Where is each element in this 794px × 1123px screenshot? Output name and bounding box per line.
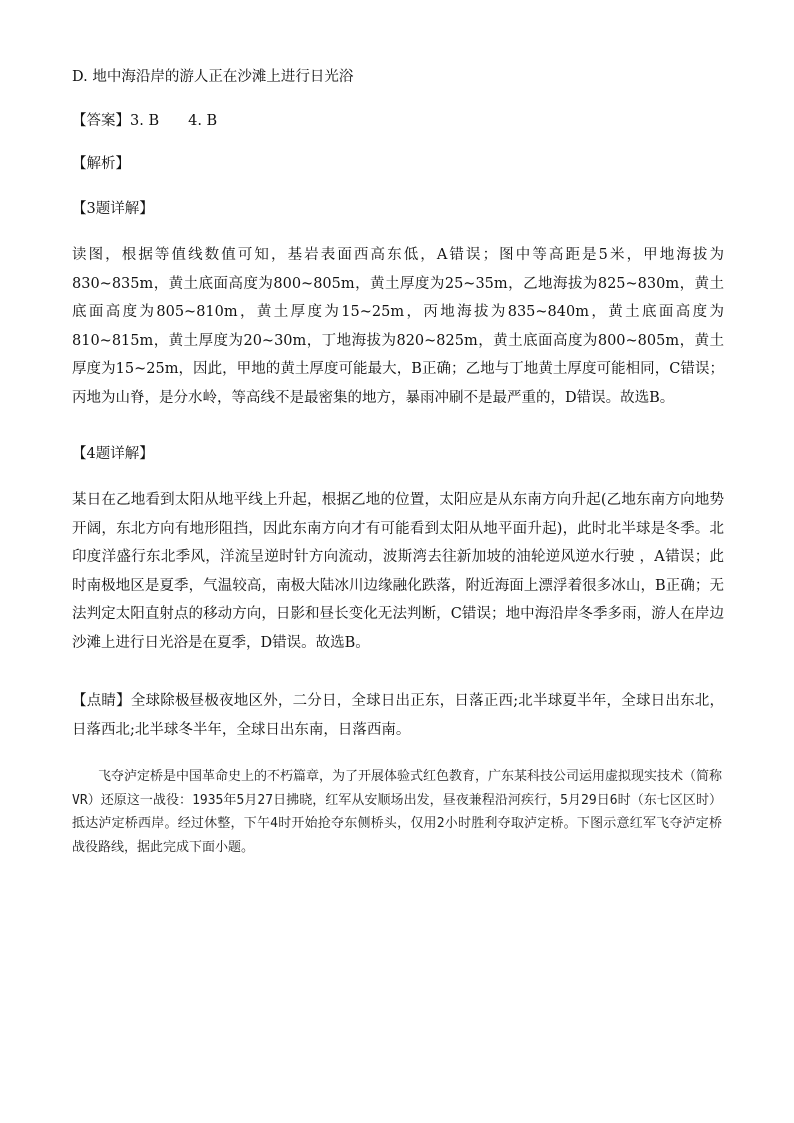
q4-explanation: 某日在乙地看到太阳从地平线上升起，根据乙地的位置，太阳应是从东南方向升起(乙地东南方向地势开阔，东北方向有地形阻挡，因此东南方向才有可能看到太阳从地平面升起)，此时北半球是冬季。北印度洋盛行东北季风，洋流呈逆时针方向流动，波斯湾去往新加坡的油轮逆风逆水行驶 ，A错误；此时南极地区是夏季，气温较高，南极大陆冰川边缘融化跌落，附近海面上漂浮着很多冰山，B正确；无法判定太阳直射点的移动方向，日影和昼长变化无法判断，C错误；地中海沿岸冬季多雨，游人在岸边沙滩上进行日光浴是在夏季，D错误。故选B。 (72, 492, 724, 651)
intro-paragraph: 飞夺泸定桥是中国革命史上的不朽篇章，为了开展体验式红色教育，广东某科技公司运用虚拟现实技术（简称VR）还原这一战役：1935年5月27日拂晓，红军从安顺场出发，昼夜兼程沿河疾行，5月29日6时（东七区区时）抵达泸定桥西岸。经过休整，下午4时开始抢夺东侧桥头，仅用2小时胜利夺取泸定桥。下图示意红军飞夺泸定桥战役路线，据此完成下面小题。 (72, 769, 723, 855)
q3-explanation: 读图，根据等值线数值可知，基岩表面西高东低，A错误；图中等高距是5米，甲地海拔为830~835m，黄土底面高度为800~805m，黄土厚度为25~35m，乙地海拔为825~830m，黄土底面高度为805~810m，黄土厚度为15~25m，丙地海拔为835~840m，黄土底面高度为810~815m，黄土厚度为20~30m，丁地海拔为820~825m，黄土底面高度为800~805m，黄土厚度为15~25m，因此，甲地的黄土厚度可能最大，B正确；乙地与丁地黄土厚度可能相同，C错误；丙地为山脊，是分水岭，等高线不是最密集的地方，暴雨冲刷不是最严重的，D错误。故选B。 (72, 247, 724, 406)
analysis-heading: 【解析】 (72, 156, 130, 172)
tip-label: 【点睛】 (72, 693, 131, 709)
option-d-text: D. 地中海沿岸的游人正在沙滩上进行日光浴 (72, 69, 354, 85)
q4-heading: 【4题详解】 (72, 446, 154, 462)
answer-label: 【答案】 (72, 113, 130, 129)
answer-text: 3. B 4. B (130, 113, 218, 129)
tip-text: 全球除极昼极夜地区外，二分日，全球日出正东，日落正西;北半球夏半年，全球日出东北，日落西北;北半球冬半年，全球日出东南，日落西南。 (72, 693, 724, 738)
answer-line (72, 114, 217, 129)
q3-heading: 【3题详解】 (72, 201, 154, 217)
tip-paragraph (72, 687, 724, 744)
